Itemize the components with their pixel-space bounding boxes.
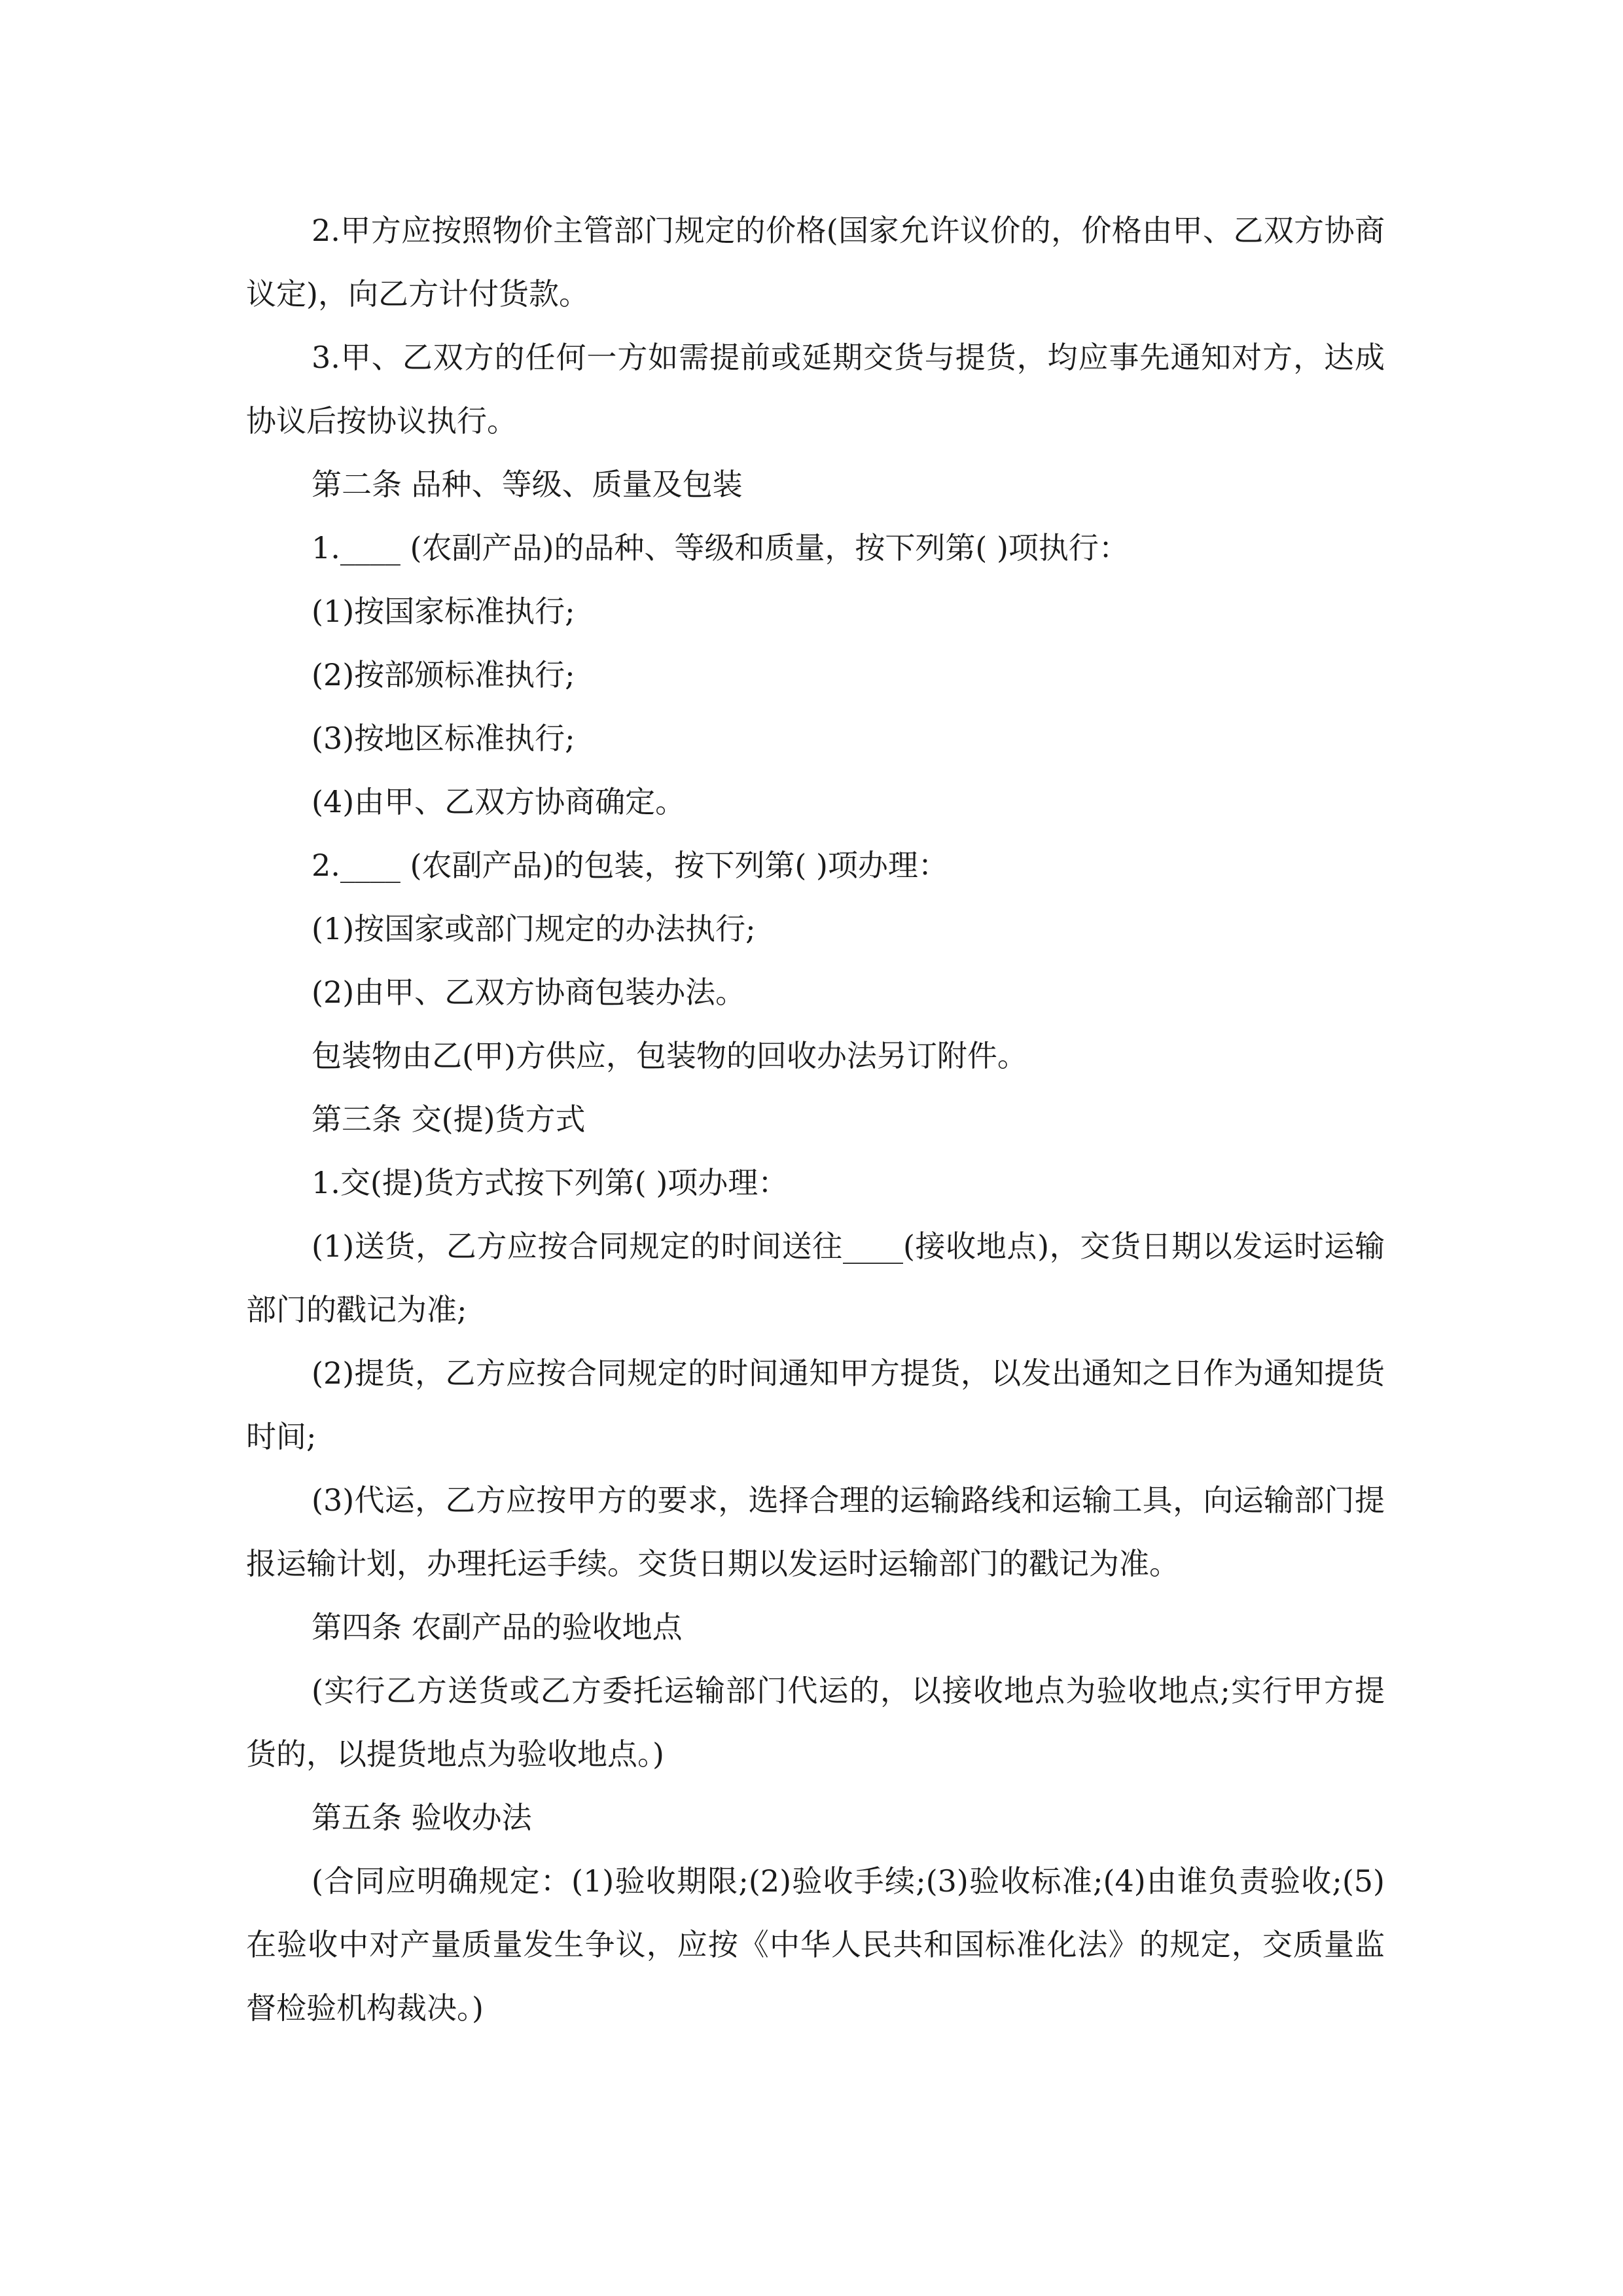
paragraph-delivery-method: 1.交(提)货方式按下列第( )项办理： — [312, 1165, 789, 1200]
paragraph-inspection-method: (合同应明确规定：(1)验收期限;(2)验收手续;(3)验收标准;(4)由谁负责验收;(5)在验收中对产量质量发生争议，应按《中华人民共和国标准化法》的规定，交质量监督检验机构裁决。) — [246, 1863, 1385, 2026]
article-2-heading: 第二条 品种、等级、质量及包装 — [312, 467, 743, 502]
paragraph-packaging: 2.____ (农副产品)的包装，按下列第( )项办理： — [312, 848, 948, 883]
list-item-regional-standard: (3)按地区标准执行; — [312, 721, 575, 756]
list-item-packaging-negotiated: (2)由甲、乙双方协商包装办法。 — [312, 975, 746, 1010]
article-4-heading: 第四条 农副产品的验收地点 — [312, 1609, 683, 1645]
paragraph-inspection-location: (实行乙方送货或乙方委托运输部门代运的，以接收地点为验收地点;实行甲方提货的，以提货地点为验收地点。) — [246, 1673, 1385, 1772]
paragraph-price-clause: 2.甲方应按照物价主管部门规定的价格(国家允许议价的，价格由甲、乙双方协商议定)，向乙方计付货款。 — [246, 213, 1385, 312]
list-item-delivery: (1)送货，乙方应按合同规定的时间送往____(接收地点)，交货日期以发运时运输部门的戳记为准; — [246, 1229, 1385, 1327]
article-3-heading: 第三条 交(提)货方式 — [312, 1102, 586, 1137]
list-item-consignment: (3)代运，乙方应按甲方的要求，选择合理的运输路线和运输工具，向运输部门提报运输计划，办理托运手续。交货日期以发运时运输部门的戳记为准。 — [246, 1482, 1385, 1581]
list-item-negotiated-standard: (4)由甲、乙双方协商确定。 — [312, 784, 686, 819]
document-body — [246, 199, 1385, 2040]
article-5-heading: 第五条 验收办法 — [312, 1800, 532, 1835]
paragraph-quality-standard: 1.____ (农副产品)的品种、等级和质量，按下列第( )项执行： — [312, 530, 1129, 565]
list-item-ministry-standard: (2)按部颁标准执行; — [312, 657, 575, 692]
list-item-national-standard: (1)按国家标准执行; — [312, 594, 575, 629]
paragraph-early-delivery-clause: 3.甲、乙双方的任何一方如需提前或延期交货与提货，均应事先通知对方，达成协议后按协议执行。 — [246, 340, 1385, 439]
paragraph-packaging-supply: 包装物由乙(甲)方供应，包装物的回收办法另订附件。 — [312, 1038, 1027, 1073]
list-item-packaging-regulation: (1)按国家或部门规定的办法执行; — [312, 911, 756, 946]
list-item-pickup: (2)提货，乙方应按合同规定的时间通知甲方提货，以发出通知之日作为通知提货时间; — [246, 1355, 1385, 1454]
